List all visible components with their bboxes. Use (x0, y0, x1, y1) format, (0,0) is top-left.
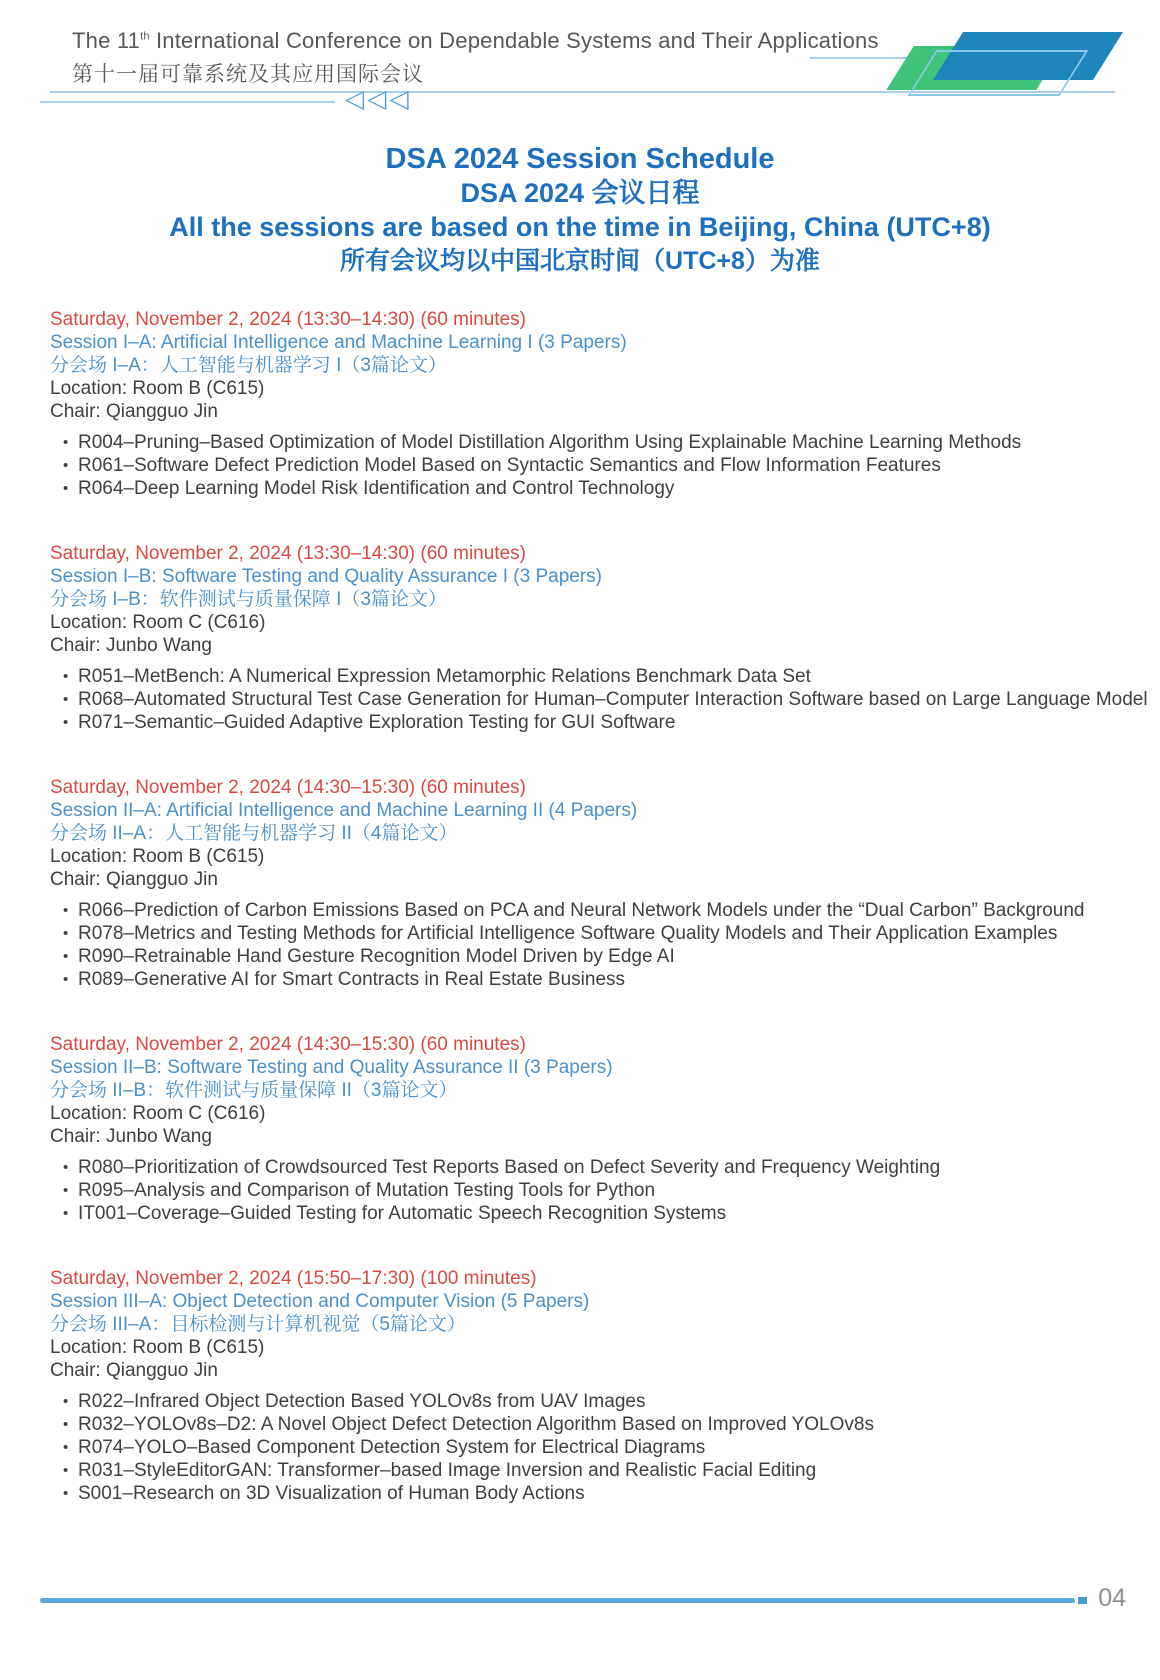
session-location: Location: Room B (C615) (50, 378, 265, 399)
footer-line-endcap (1078, 1597, 1087, 1604)
session-chair: Chair: Qiangguo Jin (50, 401, 218, 422)
session-date: Saturday, November 2, 2024 (14:30–15:30) (60 minutes) (50, 777, 526, 798)
timezone-note-zh: 所有会议均以中国北京时间（UTC+8）为准 (340, 247, 820, 275)
session-location: Location: Room C (C616) (50, 1103, 266, 1124)
timezone-note-en: All the sessions are based on the time in Beijing, China (UTC+8) (169, 212, 991, 242)
paper-item: • R066–Prediction of Carbon Emissions Based on PCA and Neural Network Models under the “Dual Carbon” Background (78, 899, 1114, 922)
session-title-en: Session I–B: Software Testing and Quality Assurance I (3 Papers) (50, 566, 602, 587)
header-divider-line-short (40, 101, 335, 103)
session-date: Saturday, November 2, 2024 (14:30–15:30) (60 minutes) (50, 1034, 526, 1055)
logo-outline-parallelogram (908, 50, 1089, 96)
session-chair: Chair: Junbo Wang (50, 1126, 212, 1147)
session-title-zh: 分会场 II–A：人工智能与机器学习 II（4篇论文） (50, 823, 458, 844)
session-date: Saturday, November 2, 2024 (13:30–14:30) (60 minutes) (50, 309, 526, 330)
session-block (50, 1267, 1114, 1505)
session-location: Location: Room B (C615) (50, 846, 265, 867)
schedule-title-en: DSA 2024 Session Schedule (385, 143, 775, 175)
session-title-zh: 分会场 I–A：人工智能与机器学习 I（3篇论文） (50, 355, 447, 376)
chevron-left-icons: ◁◁◁ (345, 85, 412, 113)
paper-item: • R061–Software Defect Prediction Model Based on Syntactic Semantics and Flow Information Features (78, 454, 1114, 477)
paper-item: • R071–Semantic–Guided Adaptive Exploration Testing for GUI Software (78, 711, 1114, 734)
page-number: 04 (1098, 1584, 1126, 1612)
paper-item: • R078–Metrics and Testing Methods for Artificial Intelligence Software Quality Models and Their Application Examples (78, 922, 1114, 945)
session-title-zh: 分会场 II–B：软件测试与质量保障 II（3篇论文） (50, 1080, 458, 1101)
footer-divider-line (40, 1598, 1075, 1603)
paper-item: • R089–Generative AI for Smart Contracts in Real Estate Business (78, 968, 1114, 991)
paper-list (50, 1156, 1114, 1225)
session-list (50, 308, 1148, 1505)
paper-list (50, 665, 1148, 734)
paper-item: • R068–Automated Structural Test Case Generation for Human–Computer Interaction Software based on Large Language Model (78, 688, 1114, 711)
session-date: Saturday, November 2, 2024 (13:30–14:30) (60 minutes) (50, 543, 526, 564)
schedule-title-zh: DSA 2024 会议日程 (460, 178, 700, 208)
session-chair: Chair: Qiangguo Jin (50, 1360, 218, 1381)
page-header (0, 0, 1160, 130)
paper-item: • R080–Prioritization of Crowdsourced Test Reports Based on Defect Severity and Frequency Weighting (78, 1156, 1114, 1179)
paper-item: • R064–Deep Learning Model Risk Identification and Control Technology (78, 477, 1114, 500)
paper-item: • R031–StyleEditorGAN: Transformer–based Image Inversion and Realistic Facial Editing (78, 1459, 1114, 1482)
session-date: Saturday, November 2, 2024 (15:50–17:30) (100 minutes) (50, 1268, 537, 1289)
paper-item: • R032–YOLOv8s–D2: A Novel Object Defect Detection Algorithm Based on Improved YOLOv8s (78, 1413, 1114, 1436)
paper-item: • R074–YOLO–Based Component Detection System for Electrical Diagrams (78, 1436, 1114, 1459)
conference-title-en: The 11th International Conference on Dependable Systems and Their Applications (72, 28, 879, 53)
session-title-zh: 分会场 I–B：软件测试与质量保障 I（3篇论文） (50, 589, 447, 610)
paper-item: • IT001–Coverage–Guided Testing for Automatic Speech Recognition Systems (78, 1202, 1114, 1225)
session-block (50, 776, 1114, 991)
session-title-en: Session III–A: Object Detection and Computer Vision (5 Papers) (50, 1291, 590, 1312)
session-block (50, 542, 1148, 734)
conference-title-zh: 第十一届可靠系统及其应用国际会议 (72, 63, 424, 86)
paper-list (50, 431, 1114, 500)
session-block (50, 308, 1114, 500)
session-title-zh: 分会场 III–A：目标检测与计算机视觉（5篇论文） (50, 1314, 466, 1335)
paper-list (50, 899, 1114, 991)
session-chair: Chair: Qiangguo Jin (50, 869, 218, 890)
paper-item: • S001–Research on 3D Visualization of Human Body Actions (78, 1482, 1114, 1505)
session-title-en: Session II–B: Software Testing and Quality Assurance II (3 Papers) (50, 1057, 613, 1078)
paper-item: • R095–Analysis and Comparison of Mutation Testing Tools for Python (78, 1179, 1114, 1202)
paper-item: • R022–Infrared Object Detection Based YOLOv8s from UAV Images (78, 1390, 1114, 1413)
session-chair: Chair: Junbo Wang (50, 635, 212, 656)
paper-item: • R090–Retrainable Hand Gesture Recognition Model Driven by Edge AI (78, 945, 1114, 968)
header-divider-line (50, 91, 1115, 93)
paper-item: • R004–Pruning–Based Optimization of Model Distillation Algorithm Using Explainable Machine Learning Methods (78, 431, 1114, 454)
session-title-en: Session II–A: Artificial Intelligence and Machine Learning II (4 Papers) (50, 800, 638, 821)
paper-list (50, 1390, 1114, 1505)
session-location: Location: Room C (C616) (50, 612, 266, 633)
session-title-en: Session I–A: Artificial Intelligence and Machine Learning I (3 Papers) (50, 332, 627, 353)
paper-item: • R051–MetBench: A Numerical Expression Metamorphic Relations Benchmark Data Set (78, 665, 1114, 688)
session-block (50, 1033, 1114, 1225)
ordinal-superscript: th (140, 30, 150, 43)
session-location: Location: Room B (C615) (50, 1337, 265, 1358)
